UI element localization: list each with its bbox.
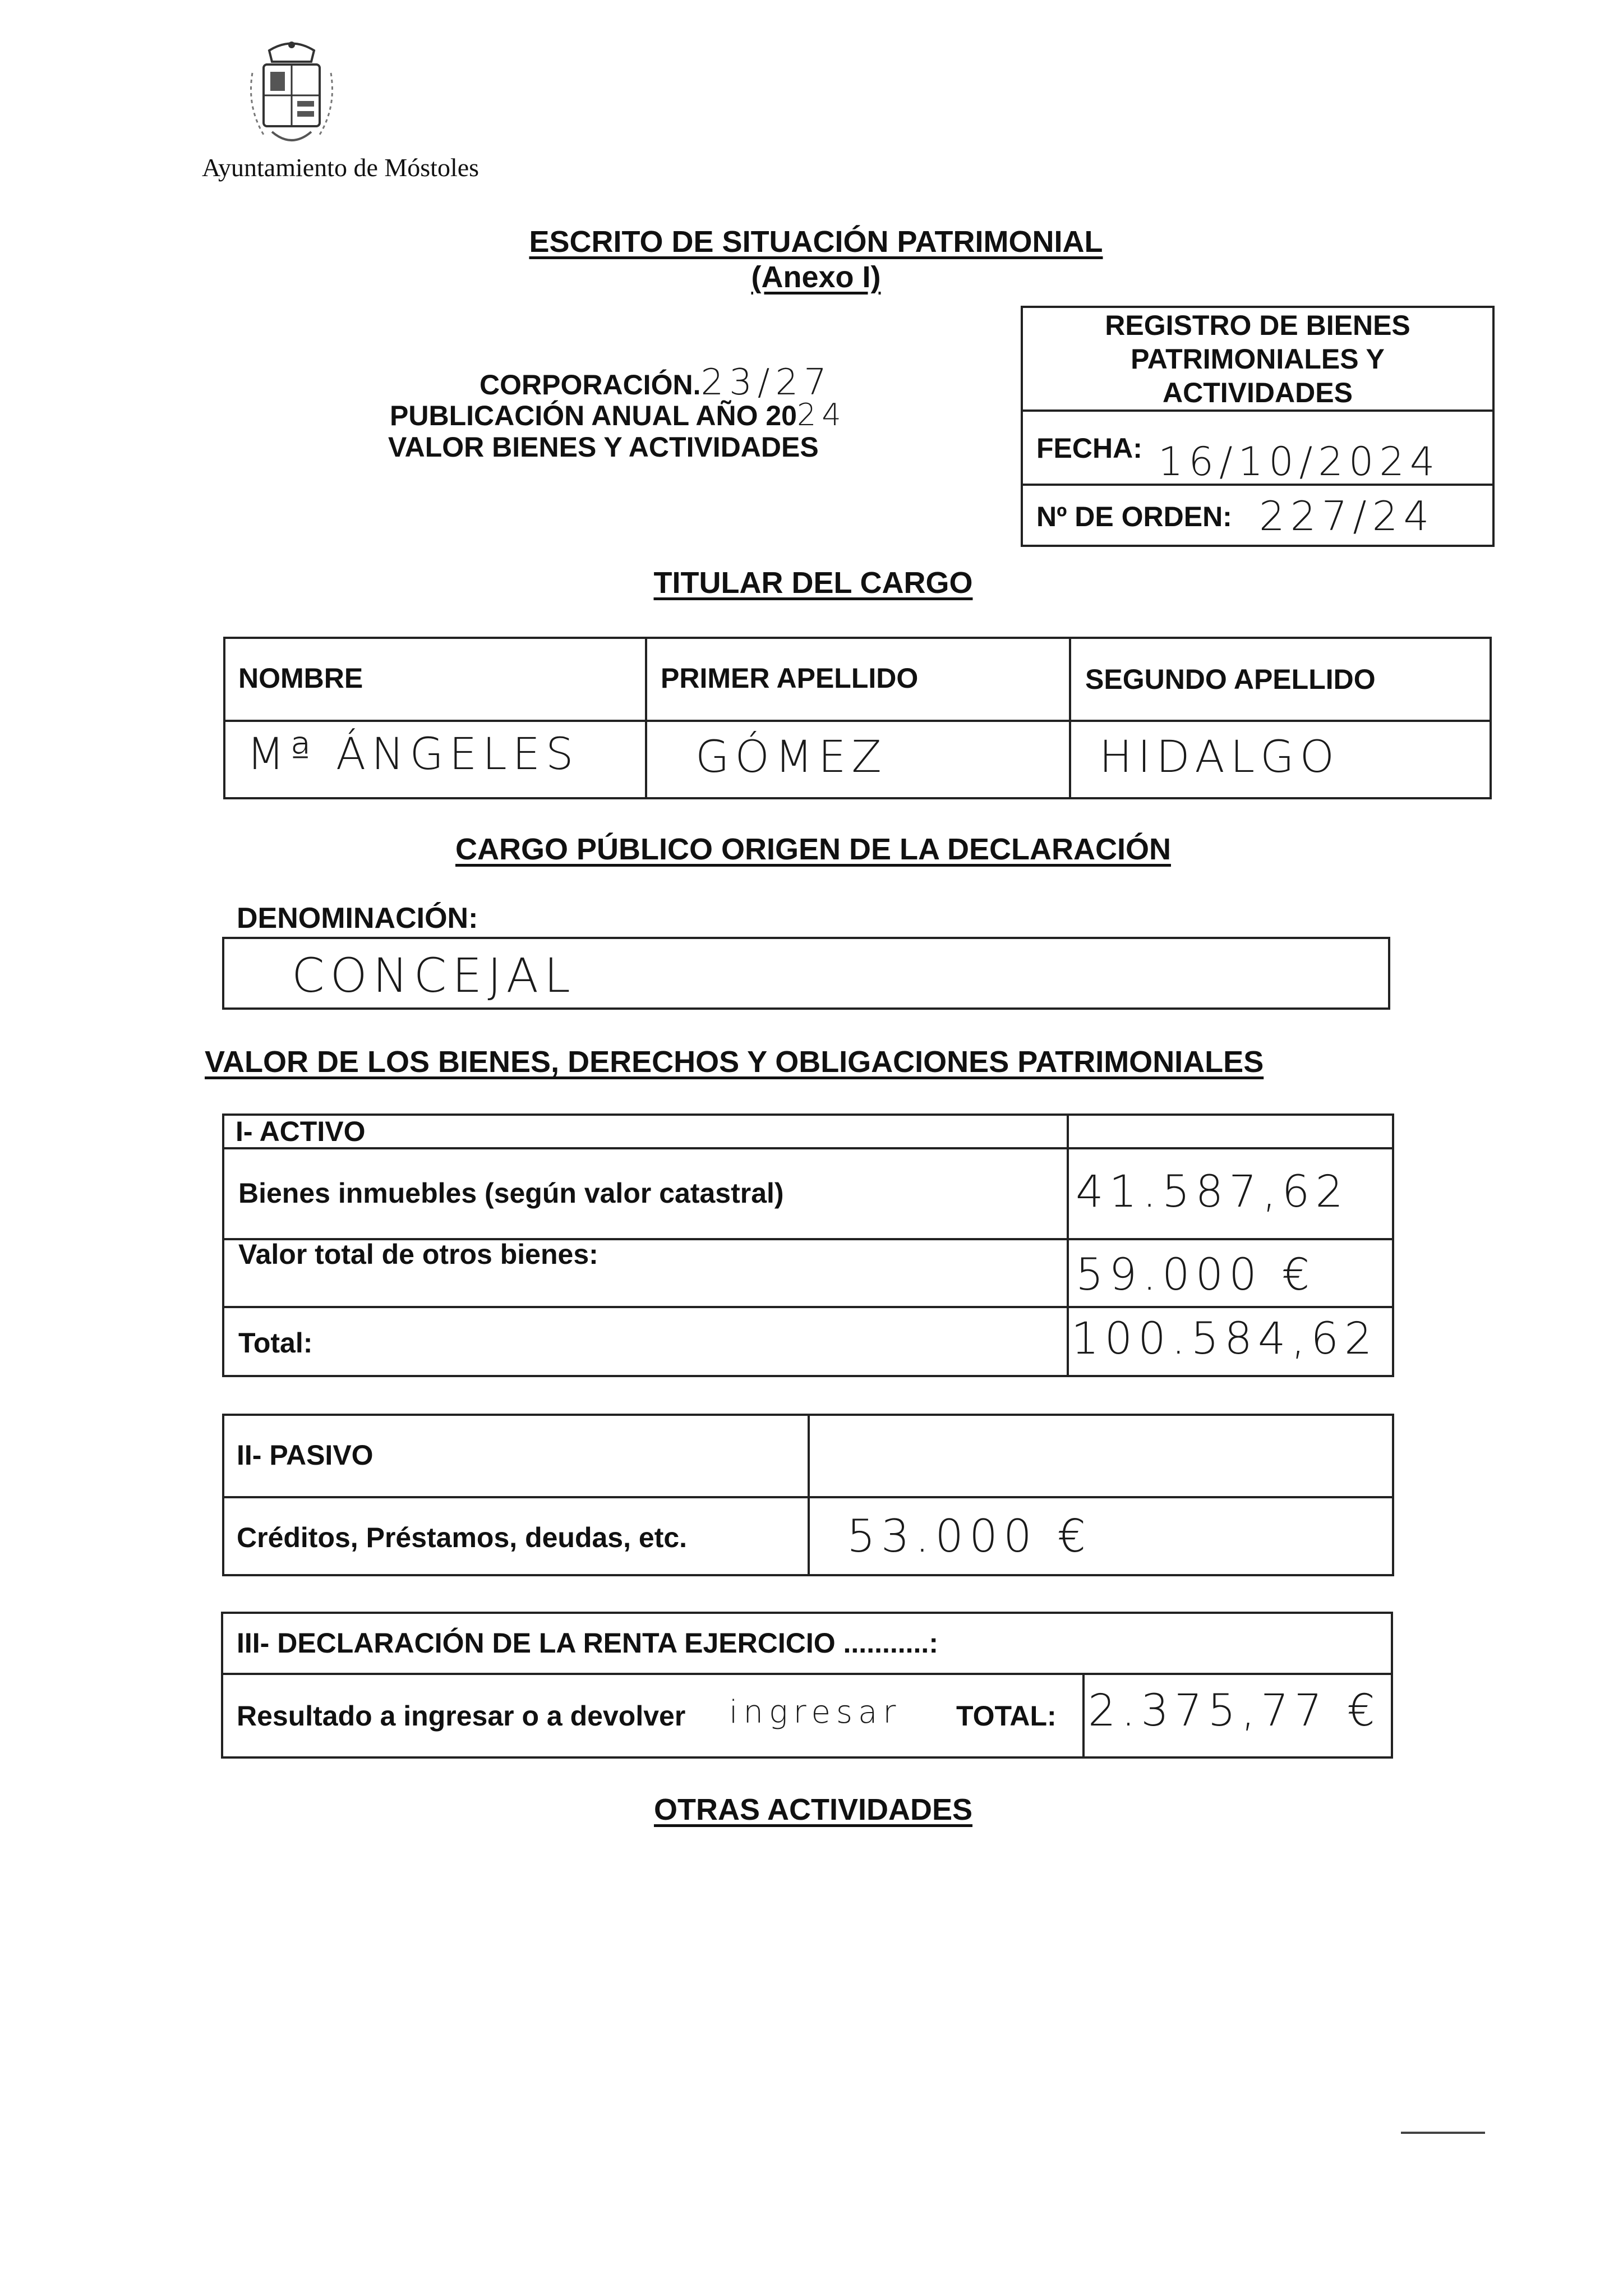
inmuebles-label: Bienes inmuebles (según valor catastral) [238,1177,784,1209]
corporacion-label: CORPORACIÓN. [479,369,701,401]
fecha-value: 16/10/2024 [1158,439,1441,485]
orden-label: Nº DE ORDEN: [1036,501,1232,532]
pasivo-header: II- PASIVO [237,1439,374,1471]
municipality-name: Ayuntamiento de Móstoles [202,153,479,182]
registro-title-line2: PATRIMONIALES Y [1131,343,1385,375]
publicacion-label: PUBLICACIÓN ANUAL AÑO 20 [390,400,797,431]
registro-title-line3: ACTIVIDADES [1163,377,1353,408]
col-segundo-apellido: SEGUNDO APELLIDO [1085,664,1376,695]
col-nombre: NOMBRE [238,662,363,694]
publicacion-line [390,397,847,432]
registro-title [1021,309,1495,409]
primer-apellido-value: GÓMEZ [695,732,887,783]
fecha-label: FECHA: [1036,432,1142,464]
activo-total-value: 100.584,62 [1071,1314,1378,1364]
renta-header: III- DECLARACIÓN DE LA RENTA EJERCICIO ...........: [237,1627,938,1659]
orden-value: 227/24 [1259,493,1435,540]
creditos-value: 53.000 € [847,1510,1092,1562]
resultado-choice: ingresar [729,1694,902,1731]
col-primer-apellido: PRIMER APELLIDO [661,662,919,694]
otros-bienes-label: Valor total de otros bienes: [238,1239,598,1270]
nombre-value: Mª ÁNGELES [247,729,579,780]
resultado-label: Resultado a ingresar o a devolver [237,1700,686,1732]
valor-section-title: VALOR DE LOS BIENES, DERECHOS Y OBLIGACIONES PATRIMONIALES [205,1045,1264,1079]
otros-bienes-value: 59.000 € [1076,1250,1316,1300]
valor-bienes-label: VALOR BIENES Y ACTIVIDADES [388,431,819,463]
renta-total-value: 2.375,77 € [1088,1686,1381,1736]
signature-stroke [1401,2132,1485,2134]
document-title: ESCRITO DE SITUACIÓN PATRIMONIAL [529,225,1103,259]
activo-total-label: Total: [238,1327,313,1359]
renta-total-label: TOTAL: [956,1700,1057,1732]
denominacion-value: CONCEJAL [292,948,576,1003]
denominacion-label: DENOMINACIÓN: [237,902,478,935]
activo-header: I- ACTIVO [236,1116,366,1147]
municipal-crest-logo [247,39,336,151]
titular-section-title: TITULAR DEL CARGO [653,566,973,600]
document-subtitle: (Anexo I) [751,260,881,294]
registro-title-line1: REGISTRO DE BIENES [1105,310,1410,341]
otras-section-title: OTRAS ACTIVIDADES [653,1793,973,1826]
inmuebles-value: 41.587,62 [1076,1167,1349,1217]
creditos-label: Créditos, Préstamos, deudas, etc. [237,1522,688,1553]
segundo-apellido-value: HIDALGO [1099,732,1340,783]
publicacion-year: 24 [796,397,847,432]
cargo-section-title: CARGO PÚBLICO ORIGEN DE LA DECLARACIÓN [455,832,1171,866]
corporacion-value: 23/27 [700,362,832,403]
